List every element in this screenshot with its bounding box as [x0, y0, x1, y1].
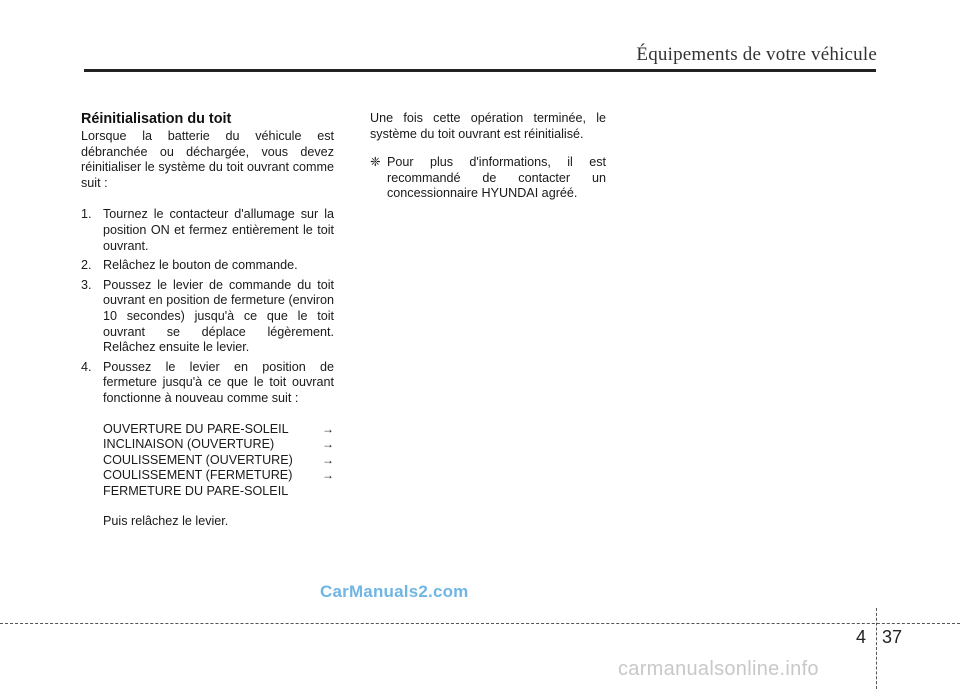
sequence-step: COULISSEMENT (OUVERTURE) [103, 452, 293, 467]
sequence-step: FERMETURE DU PARE-SOLEIL [103, 483, 289, 498]
step-number: 3. [81, 277, 92, 292]
right-column [370, 111, 606, 202]
reset-steps-list [81, 207, 334, 530]
step-number: 1. [81, 207, 92, 222]
completion-paragraph: Une fois cette opération terminée, le système du toit ouvrant est réinitialisé. [370, 111, 606, 141]
sequence-row [103, 484, 334, 500]
dealer-note [370, 155, 606, 202]
footer-dashed-rule [0, 623, 960, 624]
step-text: Poussez le levier en position de fermeture jusqu'à ce que le toit ouvrant fonctionne à nouveau comme suit : [103, 359, 334, 405]
step-text: Poussez le levier de commande du toit ouvrant en position de fermeture (environ 10 secondes) jusqu'à ce que le toit ouvrant se déplace légèrement. Relâchez ensuite le levier. [103, 277, 334, 355]
note-text: Pour plus d'informations, il est recommandé de contacter un concessionnaire HYUNDAI agréé. [387, 155, 606, 201]
step-1 [81, 207, 334, 254]
watermark-link[interactable]: CarManuals2.com [320, 582, 469, 601]
sequence-row [103, 468, 334, 484]
arrow-right-icon: → [322, 468, 334, 483]
step-text: Relâchez le bouton de commande. [103, 258, 298, 273]
sequence-row [103, 422, 334, 438]
operation-sequence [103, 422, 334, 500]
sequence-row [103, 453, 334, 469]
step-number: 4. [81, 359, 92, 374]
step-3 [81, 278, 334, 356]
step-4 [81, 360, 334, 530]
page-number: 37 [882, 627, 903, 647]
running-header-title: Équipements de votre véhicule [636, 44, 877, 65]
step-2 [81, 258, 334, 274]
section-heading: Réinitialisation du toit [81, 111, 232, 127]
step-number: 2. [81, 258, 92, 273]
sequence-row [103, 437, 334, 453]
footer-vertical-divider [876, 608, 877, 689]
note-asterisk-icon: ❈ [370, 155, 381, 170]
chapter-number: 4 [856, 627, 867, 647]
arrow-right-icon: → [322, 452, 334, 467]
sequence-step: COULISSEMENT (FERMETURE) [103, 468, 293, 483]
header-rule [84, 69, 876, 72]
sequence-step: OUVERTURE DU PARE-SOLEIL [103, 421, 289, 436]
sequence-step: INCLINAISON (OUVERTURE) [103, 437, 275, 452]
release-instruction: Puis relâchez le levier. [103, 514, 229, 529]
arrow-right-icon: → [322, 421, 334, 436]
footer-site-watermark[interactable]: carmanualsonline.info [618, 658, 819, 680]
intro-paragraph: Lorsque la batterie du véhicule est débranchée ou déchargée, vous devez réinitialiser le système du toit ouvrant comme suit : [81, 129, 334, 190]
left-column [81, 110, 334, 534]
step-text: Tournez le contacteur d'allumage sur la position ON et fermez entièrement le toit ouvrant. [103, 207, 334, 253]
arrow-right-icon: → [322, 437, 334, 452]
